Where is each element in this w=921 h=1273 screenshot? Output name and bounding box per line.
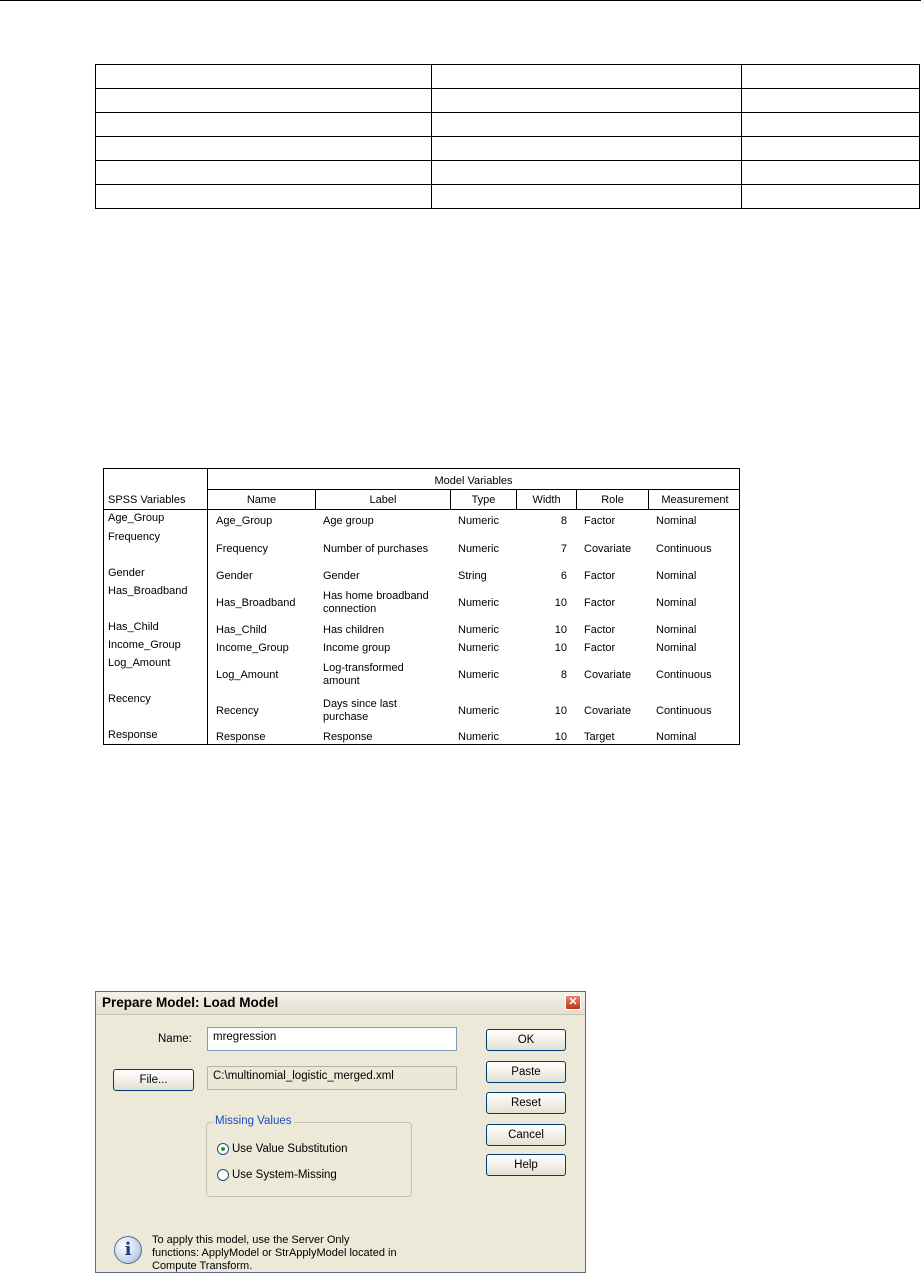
table-row xyxy=(96,113,920,137)
header-bottom-rule xyxy=(104,509,739,510)
measurement-cell: Nominal xyxy=(656,730,697,743)
table-row xyxy=(96,137,920,161)
info-message xyxy=(152,1234,452,1273)
role-cell: Factor xyxy=(584,515,616,527)
col-header-label: Label xyxy=(369,494,397,506)
radio-label: Use System-Missing xyxy=(232,1169,337,1181)
spss-variable-cell: Recency xyxy=(108,693,151,705)
label-cell: Gender xyxy=(323,569,360,582)
role-cell: Factor xyxy=(584,641,616,654)
name-cell: Has_Broadband xyxy=(216,596,296,609)
col-header-spss: SPSS Variables xyxy=(108,494,186,506)
label-cell: Age group xyxy=(323,515,374,527)
close-icon: ✕ xyxy=(568,996,578,1008)
role-cell: Factor xyxy=(584,623,616,636)
model-variables-header: Model Variables xyxy=(434,475,513,487)
type-cell: Numeric xyxy=(458,515,499,527)
table-row xyxy=(96,65,920,89)
spss-variable-cell: Frequency xyxy=(108,531,160,543)
info-line: Compute Transform. xyxy=(152,1260,253,1272)
name-cell: Frequency xyxy=(216,542,268,555)
name-cell: Age_Group xyxy=(216,515,273,527)
close-button[interactable] xyxy=(565,995,581,1010)
name-cell: Recency xyxy=(216,704,259,717)
label-line: Has home broadband xyxy=(323,590,429,602)
help-button[interactable]: Help xyxy=(486,1154,566,1176)
type-cell: Numeric xyxy=(458,668,499,681)
name-cell: Log_Amount xyxy=(216,668,279,681)
info-line: functions: ApplyModel or StrApplyModel located in xyxy=(152,1247,397,1259)
width-cell: 8 xyxy=(560,668,567,681)
label-cell xyxy=(323,590,451,616)
measurement-cell: Nominal xyxy=(656,596,697,609)
label-cell: Has children xyxy=(323,623,385,636)
role-cell: Target xyxy=(584,730,615,743)
name-cell: Has_Child xyxy=(216,623,267,636)
label-cell: Income group xyxy=(323,641,391,654)
paste-button[interactable]: Paste xyxy=(486,1061,566,1083)
file-path-field: C:\multinomial_logistic_merged.xml xyxy=(207,1066,457,1090)
spss-variable-cell: Response xyxy=(108,729,158,741)
dialog-title: Prepare Model: Load Model xyxy=(102,995,279,1010)
label-line: Days since last xyxy=(323,698,397,710)
radio-label: Use Value Substitution xyxy=(232,1143,348,1155)
name-cell: Response xyxy=(216,730,266,743)
col-header-type: Type xyxy=(471,494,496,506)
spss-variable-cell: Income_Group xyxy=(108,639,181,651)
table-row xyxy=(96,89,920,113)
label-cell xyxy=(323,698,451,724)
col-header-measurement: Measurement xyxy=(661,494,729,506)
dialog-titlebar xyxy=(96,992,585,1015)
type-cell: String xyxy=(458,569,487,582)
table-row xyxy=(96,161,920,185)
width-cell: 10 xyxy=(554,623,567,636)
measurement-cell: Nominal xyxy=(656,641,697,654)
measurement-cell: Nominal xyxy=(656,569,697,582)
radio-system-missing[interactable] xyxy=(217,1169,337,1181)
label-line: purchase xyxy=(323,711,369,723)
missing-values-legend: Missing Values xyxy=(215,1115,292,1127)
measurement-cell: Continuous xyxy=(656,668,712,681)
role-cell: Factor xyxy=(584,596,616,609)
width-cell: 10 xyxy=(554,596,567,609)
measurement-cell: Continuous xyxy=(656,542,712,555)
radio-unchecked-icon[interactable] xyxy=(217,1169,229,1181)
type-cell: Numeric xyxy=(458,542,499,555)
role-cell: Factor xyxy=(584,569,616,582)
type-cell: Numeric xyxy=(458,641,499,654)
col-header-width: Width xyxy=(532,494,561,506)
spss-variable-cell: Gender xyxy=(108,567,145,579)
type-cell: Numeric xyxy=(458,596,499,609)
name-cell: Income_Group xyxy=(216,641,289,654)
header-divider xyxy=(208,489,739,490)
model-variables-table xyxy=(103,468,740,745)
label-line: Log-transformed xyxy=(323,662,404,674)
ok-button[interactable]: OK xyxy=(486,1029,566,1051)
name-field[interactable]: mregression xyxy=(207,1027,457,1051)
label-line: amount xyxy=(323,675,360,687)
spss-variable-cell: Age_Group xyxy=(108,512,165,524)
spss-variable-cell: Has_Child xyxy=(108,621,159,633)
spss-column-divider xyxy=(207,469,208,744)
role-cell: Covariate xyxy=(584,704,632,717)
reset-button[interactable]: Reset xyxy=(486,1092,566,1114)
width-cell: 10 xyxy=(554,730,567,743)
width-cell: 6 xyxy=(560,569,567,582)
file-button[interactable]: File... xyxy=(113,1069,194,1091)
measurement-cell: Continuous xyxy=(656,704,712,717)
missing-values-group xyxy=(206,1115,412,1197)
type-cell: Numeric xyxy=(458,623,499,636)
radio-checked-icon[interactable] xyxy=(217,1143,229,1155)
width-cell: 7 xyxy=(560,542,567,555)
type-cell: Numeric xyxy=(458,704,499,717)
cancel-button[interactable]: Cancel xyxy=(486,1124,566,1146)
width-cell: 8 xyxy=(560,515,567,527)
width-cell: 10 xyxy=(554,704,567,717)
measurement-cell: Nominal xyxy=(656,515,697,527)
empty-table xyxy=(95,64,920,209)
info-icon: i xyxy=(114,1236,142,1264)
role-cell: Covariate xyxy=(584,668,632,681)
name-cell: Gender xyxy=(216,569,253,582)
col-header-role: Role xyxy=(601,494,624,506)
name-label: Name: xyxy=(158,1033,192,1045)
radio-value-substitution[interactable] xyxy=(217,1143,348,1155)
label-cell: Response xyxy=(323,730,373,743)
spss-variable-cell: Has_Broadband xyxy=(108,585,188,597)
label-line: connection xyxy=(323,603,377,615)
type-cell: Numeric xyxy=(458,730,499,743)
table-row xyxy=(96,185,920,209)
width-cell: 10 xyxy=(554,641,567,654)
col-header-name: Name xyxy=(246,494,277,506)
measurement-cell: Nominal xyxy=(656,623,697,636)
info-line: To apply this model, use the Server Only xyxy=(152,1234,350,1246)
load-model-dialog xyxy=(95,991,586,1273)
page-top-rule xyxy=(0,0,921,1)
role-cell: Covariate xyxy=(584,542,632,555)
label-cell: Number of purchases xyxy=(323,542,429,555)
label-cell xyxy=(323,662,451,688)
spss-variable-cell: Log_Amount xyxy=(108,657,171,669)
